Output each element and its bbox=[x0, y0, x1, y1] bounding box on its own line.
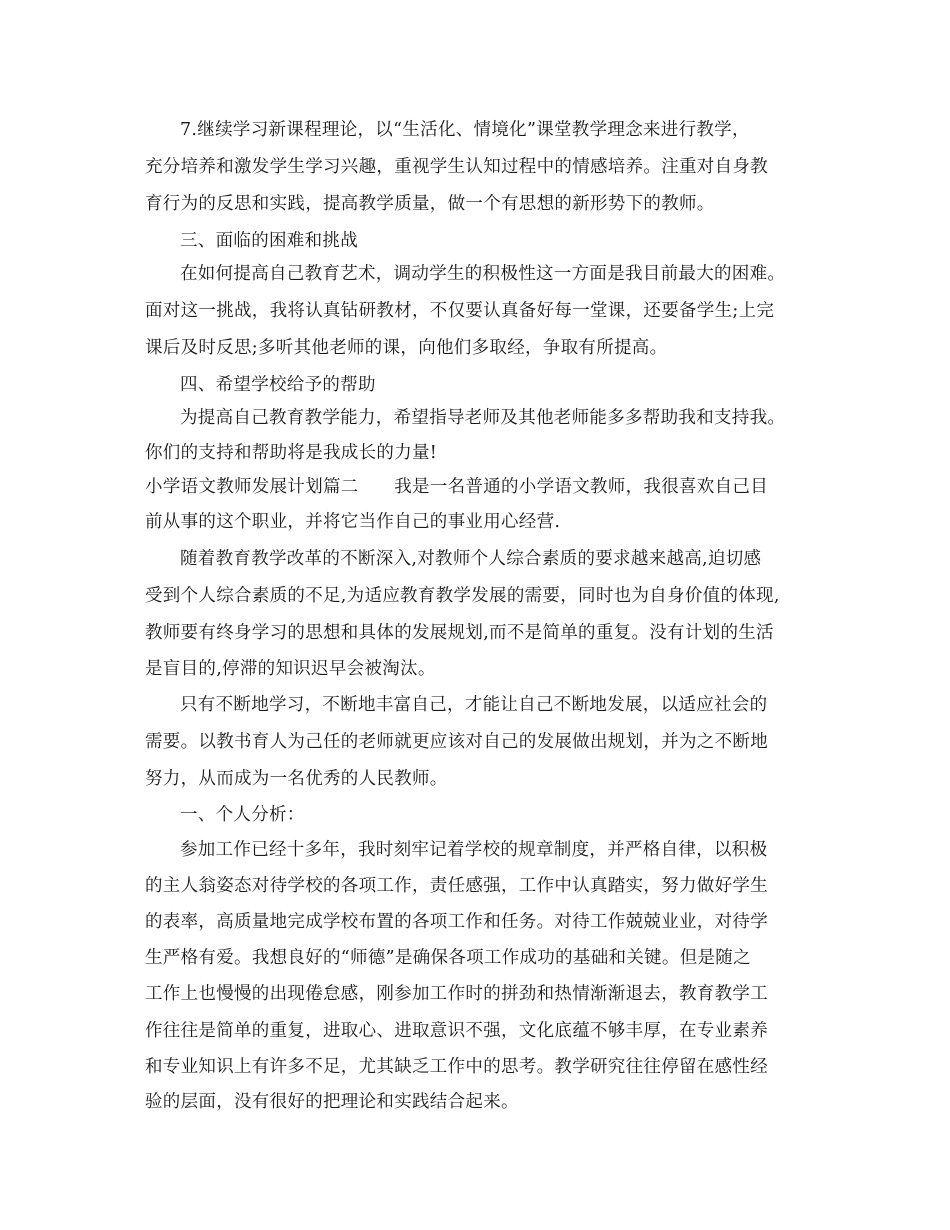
text-line-26: 作往往是简单的重复，进取心、进取意识不强，文化底蕴不够丰厚，在专业素养 bbox=[145, 1021, 768, 1041]
text-line-3: 育行为的反思和实践，提高教学质量，做一个有思想的新形势下的教师。 bbox=[145, 194, 715, 214]
text-line-16: 是盲目的,停滞的知识迟早会被淘汰。 bbox=[145, 659, 436, 679]
section-heading-3: 三、面临的困难和挑战 bbox=[180, 231, 358, 251]
text-line-17: 只有不断地学习，不断地丰富自己，才能让自己不断地发展，以适应社会的 bbox=[180, 695, 768, 715]
text-line-12: 前从事的这个职业，并将它当作自己的事业用心经营. bbox=[145, 512, 561, 532]
text-line-6: 面对这一挑战，我将认真钻研教材，不仅要认真备好每一堂课，还要备学生;上完 bbox=[145, 301, 775, 321]
text-line-9: 为提高自己教育教学能力，希望指导老师及其他老师能多多帮助我和支持我。 bbox=[180, 408, 786, 428]
text-line-22: 的主人翁姿态对待学校的各项工作，责任感强，工作中认真踏实，努力做好学生 bbox=[145, 876, 768, 896]
text-line-15: 教师要有终身学习的思想和具体的发展规划,而不是简单的重复。没有计划的生活 bbox=[145, 623, 774, 643]
text-line-14: 受到个人综合素质的不足,为适应教育教学发展的需要，同时也为自身价值的体现, bbox=[145, 586, 780, 606]
text-line-11: 小学语文教师发展计划篇二 我是一名普通的小学语文教师，我很喜欢自己目 bbox=[145, 477, 768, 497]
text-line-13: 随着教育教学改革的不断深入,对教师个人综合素质的要求越来越高,迫切感 bbox=[180, 549, 762, 569]
text-line-24: 生严格有爱。我想良好的“师德”是确保各项工作成功的基础和关键。但是随之 bbox=[145, 948, 751, 968]
text-line-19: 努力，从而成为一名优秀的人民教师。 bbox=[145, 769, 448, 789]
text-line-23: 的表率，高质量地完成学校布置的各项工作和任务。对待工作兢兢业业，对待学 bbox=[145, 912, 768, 932]
text-line-7: 课后及时反思;多听其他老师的课，向他们多取经，争取有所提高。 bbox=[145, 338, 668, 358]
text-line-27: 和专业知识上有许多不足，尤其缺乏工作中的思考。教学研究往往停留在感性经 bbox=[145, 1057, 768, 1077]
text-line-21: 参加工作已经十多年，我时刻牢记着学校的规章制度，并严格自律，以积极 bbox=[180, 840, 768, 860]
section-heading-personal-analysis: 一、个人分析： bbox=[180, 805, 305, 825]
section-heading-4: 四、希望学校给予的帮助 bbox=[180, 375, 376, 395]
text-line-2: 充分培养和激发学生学习兴趣，重视学生认知过程中的情感培养。注重对自身教 bbox=[145, 157, 768, 177]
text-line-25: 工作上也慢慢的出现倦怠感，刚参加工作时的拼劲和热情渐渐退去，教育教学工 bbox=[145, 984, 768, 1004]
text-line-28: 验的层面，没有很好的把理论和实践结合起来。 bbox=[145, 1092, 519, 1112]
text-line-1: 7.继续学习新课程理论，以“生活化、情境化”课堂教学理念来进行教学， bbox=[180, 120, 750, 140]
text-line-18: 需要。以教书育人为己任的老师就更应该对自己的发展做出规划，并为之不断地 bbox=[145, 732, 768, 752]
text-line-10: 你们的支持和帮助将是我成长的力量! bbox=[145, 443, 438, 463]
text-line-5: 在如何提高自己教育艺术，调动学生的积极性这一方面是我目前最大的困难。 bbox=[180, 264, 786, 284]
